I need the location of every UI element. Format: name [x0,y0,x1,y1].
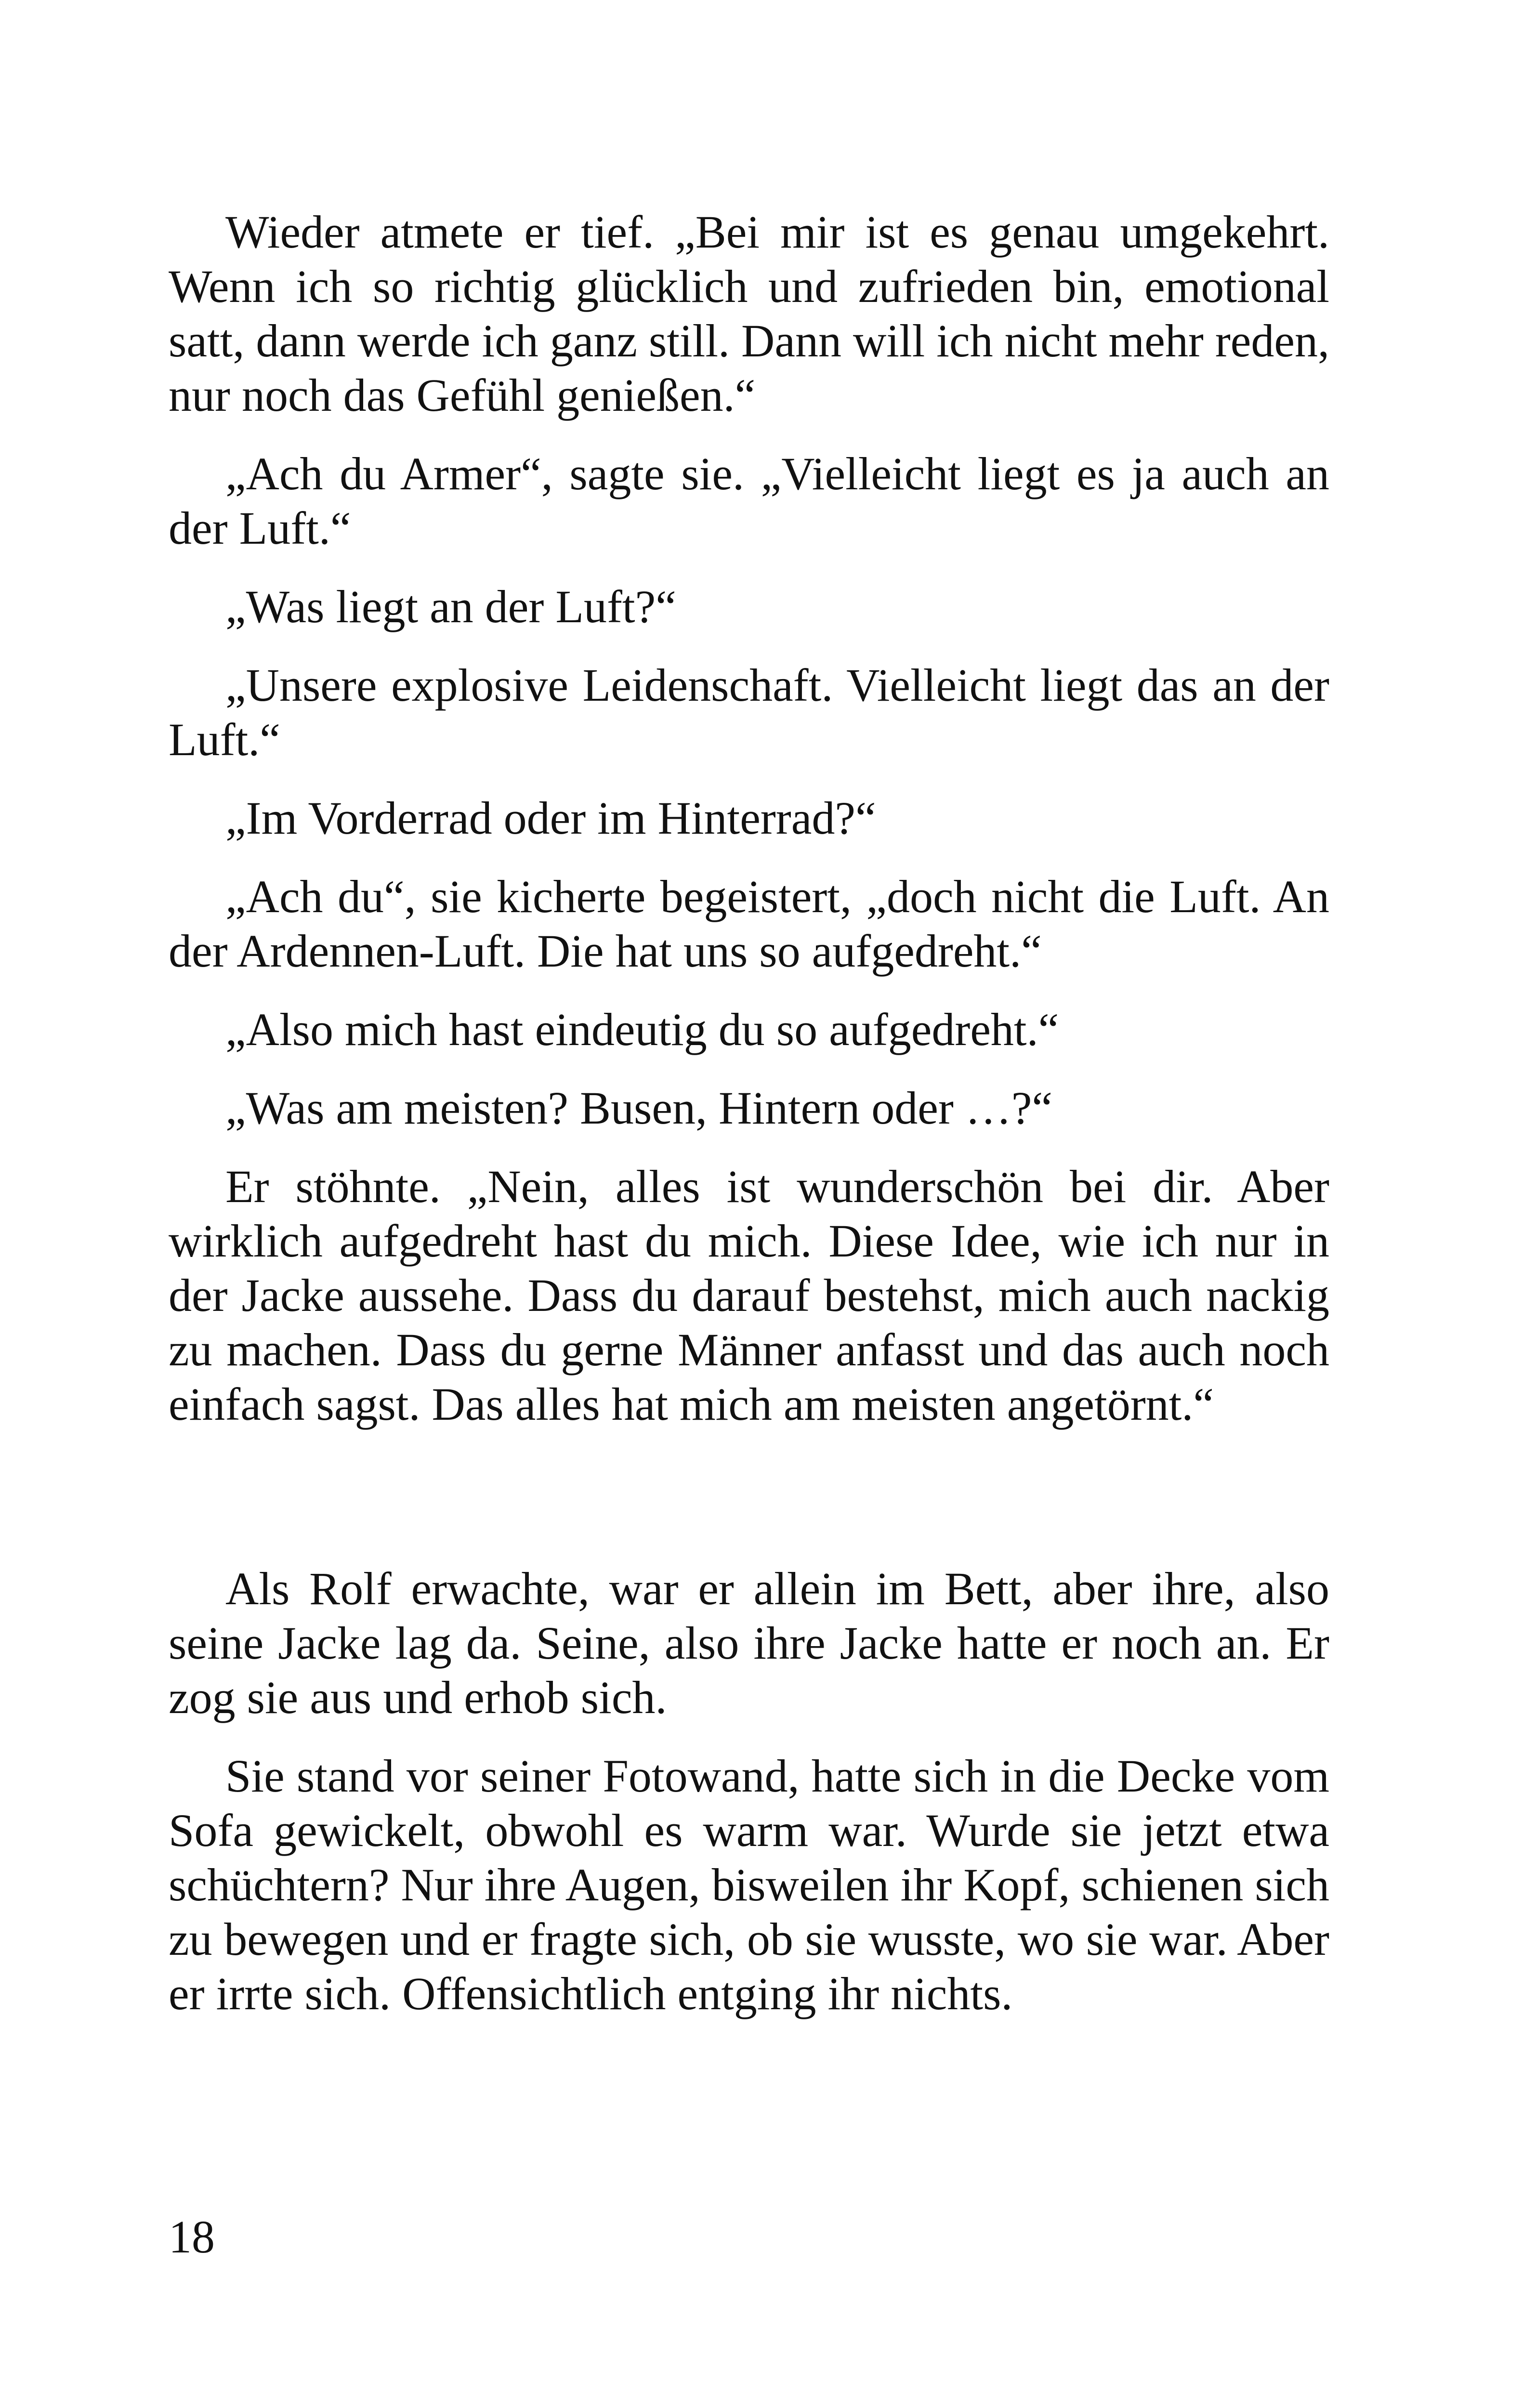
paragraph: „Im Vorderrad oder im Hinterrad?“ [225,792,876,844]
section-break [169,1455,1329,1561]
paragraph: „Was liegt an der Luft?“ [225,581,676,632]
paragraph: „Also mich hast eindeutig du so aufgedreht.“ [225,1004,1059,1055]
page-number: 18 [169,2211,215,2263]
paragraph: Sie stand vor seiner Fotowand, hatte sich in die Decke vom Sofa gewickelt, obwohl es warm war. Wurde sie jetzt etwa schüchtern? Nur ihre Augen, bisweilen ihr Kopf, schienen sich zu bewegen und er fragte sich, ob sie wusste, wo sie war. Aber er irrte sich. Offensichtlich entging ihr nichts. [169,1750,1329,2019]
paragraph: „Ach du“, sie kicherte begeistert, „doch nicht die Luft. An der Ardennen-Luft. Die hat uns so aufgedreht.“ [169,871,1329,977]
paragraph: „Unsere explosive Leidenschaft. Vielleicht liegt das an der Luft.“ [169,659,1329,765]
paragraph: „Ach du Armer“, sagte sie. „Vielleicht liegt es ja auch an der Luft.“ [169,448,1329,554]
paragraph: „Was am meisten? Busen, Hintern oder …?“ [225,1082,1053,1134]
body-text [169,205,1329,2045]
paragraph: Wieder atmete er tief. „Bei mir ist es genau umgekehrt. Wenn ich so richtig glücklich und zufrieden bin, emotional satt, dann werde ich ganz still. Dann will ich nicht mehr reden, nur noch das Gefühl genießen.“ [169,206,1329,421]
paragraph: Er stöhnte. „Nein, alles ist wunderschön bei dir. Aber wirklich aufgedreht hast du mich. Diese Idee, wie ich nur in der Jacke aussehe. Dass du darauf bestehst, mich auch nackig zu machen. Dass du gerne Männer anfasst und das auch noch einfach sagst. Das alles hat mich am meisten angetörnt.“ [169,1161,1329,1430]
paragraph: Als Rolf erwachte, war er allein im Bett, aber ihre, also seine Jacke lag da. Seine, also ihre Jacke hatte er noch an. Er zog sie aus und erhob sich. [169,1563,1329,1723]
